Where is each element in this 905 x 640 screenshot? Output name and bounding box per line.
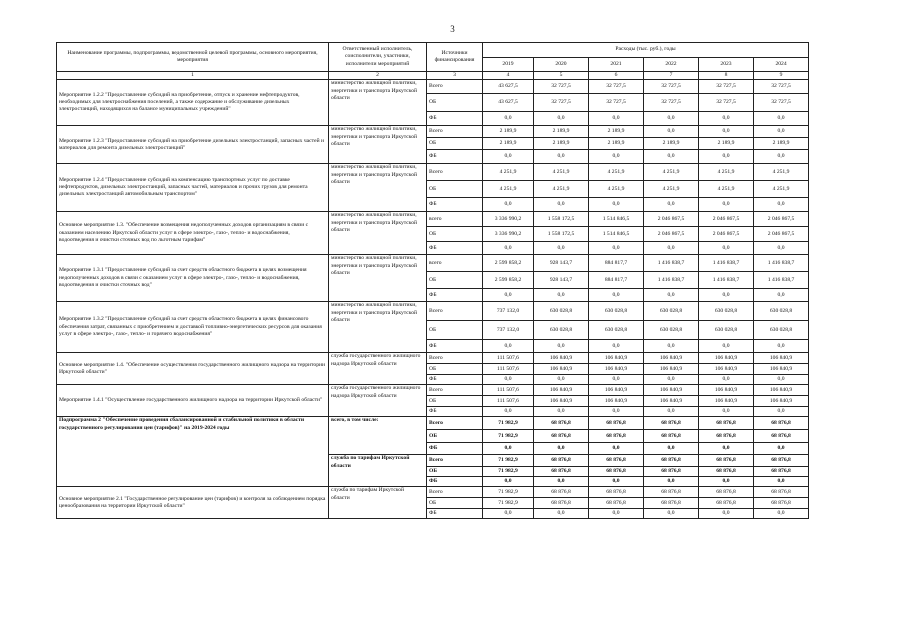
funding-source-cell: ОБ	[427, 498, 483, 509]
amount-cell: 68 876,8	[699, 498, 754, 509]
amount-cell: 0,0	[534, 477, 589, 487]
amount-cell: 68 876,8	[589, 487, 644, 498]
amount-cell: 106 840,9	[754, 385, 809, 396]
index-cell: 6	[589, 72, 644, 80]
amount-cell: 71 982,9	[483, 467, 534, 477]
amount-cell: 0,0	[699, 509, 754, 519]
amount-cell: 0,0	[644, 407, 699, 417]
index-cell: 5	[534, 72, 589, 80]
amount-cell: 0,0	[644, 477, 699, 487]
amount-cell: 1 514 846,5	[589, 212, 644, 227]
amount-cell: 106 840,9	[754, 353, 809, 364]
amount-cell: 0,0	[534, 509, 589, 519]
amount-cell: 0,0	[754, 509, 809, 519]
amount-cell: 630 028,8	[754, 302, 809, 321]
index-cell: 9	[754, 72, 809, 80]
amount-cell: 0,0	[644, 509, 699, 519]
amount-cell: 1 416 838,7	[699, 255, 754, 272]
funding-source-cell: ОБ	[427, 467, 483, 477]
amount-cell: 71 982,9	[483, 487, 534, 498]
amount-cell: 68 876,8	[534, 430, 589, 443]
amount-cell: 68 876,8	[534, 417, 589, 430]
amount-cell: 2 599 858,2	[483, 272, 534, 289]
amount-cell: 2 189,9	[589, 126, 644, 138]
amount-cell: 2 189,9	[644, 138, 699, 150]
table-row	[57, 385, 809, 396]
executor-cell: министерство жилищной политики, энергетики и транспорта Иркутской области	[329, 80, 427, 126]
amount-cell: 0,0	[699, 443, 754, 455]
amount-cell: 0,0	[589, 375, 644, 385]
amount-cell: 1 416 838,7	[644, 272, 699, 289]
amount-cell: 68 876,8	[589, 498, 644, 509]
amount-cell: 1 416 838,7	[754, 272, 809, 289]
amount-cell: 0,0	[589, 198, 644, 212]
index-cell: 4	[483, 72, 534, 80]
header-expenses-cell: Расходы (тыс. руб.), годы	[483, 43, 809, 58]
funding-source-cell: ФБ	[427, 112, 483, 126]
amount-cell: 0,0	[534, 198, 589, 212]
amount-cell: 68 876,8	[644, 487, 699, 498]
amount-cell: 32 727,5	[589, 80, 644, 94]
amount-cell: 0,0	[644, 126, 699, 138]
funding-source-cell: Всего	[427, 164, 483, 181]
amount-cell: 630 028,8	[644, 302, 699, 321]
amount-cell: 737 132,0	[483, 321, 534, 340]
table-row	[57, 487, 809, 498]
amount-cell: 0,0	[483, 509, 534, 519]
executor-cell: служба по тарифам Иркутской области	[329, 487, 427, 519]
amount-cell: 0,0	[589, 242, 644, 255]
amount-cell: 111 507,6	[483, 385, 534, 396]
amount-cell: 3 336 990,2	[483, 212, 534, 227]
amount-cell: 0,0	[589, 477, 644, 487]
amount-cell: 0,0	[754, 242, 809, 255]
funding-source-cell: ФБ	[427, 242, 483, 255]
amount-cell: 4 251,9	[699, 181, 754, 198]
amount-cell: 0,0	[589, 407, 644, 417]
amount-cell: 71 982,9	[483, 498, 534, 509]
amount-cell: 0,0	[699, 477, 754, 487]
amount-cell: 1 416 838,7	[754, 255, 809, 272]
year-cell: 2022	[644, 58, 699, 72]
amount-cell: 32 727,5	[699, 94, 754, 112]
amount-cell: 68 876,8	[644, 455, 699, 467]
amount-cell: 0,0	[644, 150, 699, 164]
header-source-cell: Источники финансирования	[427, 43, 483, 72]
amount-cell: 68 876,8	[754, 417, 809, 430]
amount-cell: 0,0	[483, 477, 534, 487]
amount-cell: 32 727,5	[534, 94, 589, 112]
amount-cell: 2 046 867,5	[699, 212, 754, 227]
amount-cell: 2 189,9	[483, 126, 534, 138]
amount-cell: 0,0	[534, 375, 589, 385]
amount-cell: 2 599 858,2	[483, 255, 534, 272]
year-cell: 2019	[483, 58, 534, 72]
table-row	[57, 164, 809, 181]
amount-cell: 106 840,9	[589, 385, 644, 396]
funding-source-cell: ФБ	[427, 375, 483, 385]
funding-source-cell: ОБ	[427, 430, 483, 443]
amount-cell: 630 028,8	[699, 321, 754, 340]
amount-cell: 884 817,7	[589, 272, 644, 289]
activity-name-cell: Основное мероприятие 1.3. "Обеспечение возмещения недополученных доходов организациям в связи с оказанием населению Иркутской области услуг в сфере электро-, газо-, тепло- и водоснабжения, водоотведения и очистки сточных вод по льготным тарифам"	[57, 212, 329, 255]
amount-cell: 0,0	[589, 340, 644, 353]
amount-cell: 71 982,9	[483, 430, 534, 443]
funding-source-cell: Всего	[427, 417, 483, 430]
table-row	[57, 80, 809, 94]
amount-cell: 0,0	[483, 340, 534, 353]
amount-cell: 0,0	[754, 477, 809, 487]
amount-cell: 68 876,8	[644, 498, 699, 509]
amount-cell: 0,0	[644, 443, 699, 455]
funding-source-cell: ОБ	[427, 321, 483, 340]
amount-cell: 68 876,8	[534, 498, 589, 509]
amount-cell: 0,0	[483, 112, 534, 126]
amount-cell: 0,0	[699, 150, 754, 164]
amount-cell: 630 028,8	[644, 321, 699, 340]
index-cell: 3	[427, 72, 483, 80]
amount-cell: 4 251,9	[589, 164, 644, 181]
executor-cell: служба государственного жилищного надзора Иркутской области	[329, 353, 427, 385]
amount-cell: 68 876,8	[754, 498, 809, 509]
amount-cell: 32 727,5	[754, 94, 809, 112]
amount-cell: 68 876,8	[699, 417, 754, 430]
amount-cell: 2 046 867,5	[644, 212, 699, 227]
page-number: 3	[450, 24, 455, 34]
amount-cell: 68 876,8	[644, 467, 699, 477]
amount-cell: 71 982,9	[483, 455, 534, 467]
amount-cell: 68 876,8	[534, 487, 589, 498]
amount-cell: 106 840,9	[534, 364, 589, 375]
amount-cell: 630 028,8	[699, 302, 754, 321]
amount-cell: 1 416 838,7	[699, 272, 754, 289]
header-name-cell: Наименование программы, подпрограммы, ведомственной целевой программы, основного мероприятия, мероприятия	[57, 43, 329, 72]
amount-cell: 0,0	[534, 289, 589, 302]
header-row	[57, 43, 809, 58]
table-body	[57, 43, 809, 519]
amount-cell: 4 251,9	[699, 164, 754, 181]
amount-cell: 0,0	[589, 112, 644, 126]
column-index-row	[57, 72, 809, 80]
executor-cell: министерство жилищной политики, энергетики и транспорта Иркутской области	[329, 302, 427, 353]
funding-source-cell: Всего	[427, 302, 483, 321]
header-executor-cell: Ответственный исполнитель, соисполнители, участники, исполнители мероприятий	[329, 43, 427, 72]
amount-cell: 0,0	[699, 375, 754, 385]
amount-cell: 32 727,5	[534, 80, 589, 94]
funding-source-cell: ФБ	[427, 477, 483, 487]
amount-cell: 68 876,8	[754, 430, 809, 443]
amount-cell: 4 251,9	[483, 164, 534, 181]
executor-cell: министерство жилищной политики, энергетики и транспорта Иркутской области	[329, 212, 427, 255]
funding-source-cell: всего	[427, 212, 483, 227]
funding-source-cell: ФБ	[427, 198, 483, 212]
index-cell: 8	[699, 72, 754, 80]
amount-cell: 106 840,9	[534, 396, 589, 407]
amount-cell: 0,0	[644, 340, 699, 353]
amount-cell: 106 840,9	[699, 353, 754, 364]
amount-cell: 106 840,9	[644, 353, 699, 364]
funding-source-cell: ОБ	[427, 364, 483, 375]
amount-cell: 0,0	[483, 150, 534, 164]
amount-cell: 1 558 172,5	[534, 227, 589, 242]
amount-cell: 106 840,9	[589, 396, 644, 407]
amount-cell: 111 507,6	[483, 353, 534, 364]
amount-cell: 68 876,8	[589, 455, 644, 467]
amount-cell: 0,0	[483, 198, 534, 212]
amount-cell: 0,0	[483, 242, 534, 255]
amount-cell: 68 876,8	[699, 430, 754, 443]
amount-cell: 928 143,7	[534, 272, 589, 289]
amount-cell: 68 876,8	[644, 430, 699, 443]
funding-source-cell: Всего	[427, 353, 483, 364]
amount-cell: 4 251,9	[589, 181, 644, 198]
table-row	[57, 302, 809, 321]
amount-cell: 106 840,9	[534, 385, 589, 396]
amount-cell: 2 189,9	[699, 138, 754, 150]
year-cell: 2020	[534, 58, 589, 72]
amount-cell: 32 727,5	[644, 94, 699, 112]
amount-cell: 0,0	[699, 289, 754, 302]
amount-cell: 0,0	[754, 289, 809, 302]
amount-cell: 0,0	[754, 375, 809, 385]
amount-cell: 2 046 867,5	[754, 212, 809, 227]
amount-cell: 68 876,8	[699, 467, 754, 477]
amount-cell: 2 189,9	[534, 138, 589, 150]
year-cell: 2021	[589, 58, 644, 72]
executor-cell: всего, в том числе:	[329, 417, 427, 455]
funding-source-cell: ОБ	[427, 181, 483, 198]
amount-cell: 68 876,8	[589, 417, 644, 430]
activity-name-cell: Мероприятие 1.4.1 "Осуществление государственного жилищного надзора на территории Иркутской области"	[57, 385, 329, 417]
amount-cell: 0,0	[589, 289, 644, 302]
amount-cell: 71 982,9	[483, 417, 534, 430]
amount-cell: 884 817,7	[589, 255, 644, 272]
amount-cell: 0,0	[589, 150, 644, 164]
funding-source-cell: ОБ	[427, 396, 483, 407]
amount-cell: 0,0	[699, 126, 754, 138]
funding-source-cell: ФБ	[427, 407, 483, 417]
amount-cell: 106 840,9	[644, 396, 699, 407]
amount-cell: 0,0	[534, 443, 589, 455]
amount-cell: 32 727,5	[754, 80, 809, 94]
amount-cell: 0,0	[644, 242, 699, 255]
amount-cell: 0,0	[644, 112, 699, 126]
amount-cell: 630 028,8	[589, 302, 644, 321]
amount-cell: 68 876,8	[754, 467, 809, 477]
amount-cell: 2 189,9	[589, 138, 644, 150]
amount-cell: 0,0	[699, 198, 754, 212]
amount-cell: 0,0	[699, 242, 754, 255]
amount-cell: 0,0	[534, 242, 589, 255]
amount-cell: 928 143,7	[534, 255, 589, 272]
activity-name-cell: Мероприятие 1.2.4 "Предоставление субсидий на компенсацию транспортных услуг по доставке нефтепродуктов, дизельных электростанций, запасных частей, материалов и прочих грузов для ремонта дизельных электростанций автомобильным транспортом"	[57, 164, 329, 212]
amount-cell: 4 251,9	[534, 164, 589, 181]
amount-cell: 106 840,9	[644, 364, 699, 375]
amount-cell: 106 840,9	[699, 396, 754, 407]
amount-cell: 111 507,6	[483, 396, 534, 407]
amount-cell: 68 876,8	[699, 487, 754, 498]
funding-source-cell: ФБ	[427, 443, 483, 455]
amount-cell: 2 189,9	[483, 138, 534, 150]
activity-name-cell: Мероприятие 1.2.3 "Предоставление субсидий на приобретение дизельных электростанций, запасных частей и материалов для ремонта дизельных электростанций"	[57, 126, 329, 164]
amount-cell: 0,0	[589, 509, 644, 519]
amount-cell: 32 727,5	[699, 80, 754, 94]
amount-cell: 32 727,5	[644, 80, 699, 94]
amount-cell: 0,0	[483, 407, 534, 417]
amount-cell: 2 046 867,5	[699, 227, 754, 242]
amount-cell: 106 840,9	[644, 385, 699, 396]
activity-name-cell: Основное мероприятие 2.1 "Государственное регулирование цен (тарифов) и контроля за соблюдением порядка ценообразования на территории Иркутской области"	[57, 487, 329, 519]
amount-cell: 68 876,8	[644, 417, 699, 430]
funding-source-cell: ОБ	[427, 227, 483, 242]
amount-cell: 0,0	[754, 407, 809, 417]
table-row	[57, 417, 809, 430]
amount-cell: 106 840,9	[534, 353, 589, 364]
amount-cell: 3 336 990,2	[483, 227, 534, 242]
amount-cell: 0,0	[644, 289, 699, 302]
amount-cell: 68 876,8	[699, 455, 754, 467]
amount-cell: 68 876,8	[754, 455, 809, 467]
amount-cell: 0,0	[483, 289, 534, 302]
amount-cell: 4 251,9	[483, 181, 534, 198]
amount-cell: 737 132,0	[483, 302, 534, 321]
amount-cell: 630 028,8	[589, 321, 644, 340]
amount-cell: 0,0	[534, 340, 589, 353]
amount-cell: 1 514 846,5	[589, 227, 644, 242]
amount-cell: 106 840,9	[699, 364, 754, 375]
amount-cell: 2 189,9	[754, 138, 809, 150]
amount-cell: 1 416 838,7	[644, 255, 699, 272]
amount-cell: 2 046 867,5	[754, 227, 809, 242]
amount-cell: 106 840,9	[754, 364, 809, 375]
executor-cell: служба по тарифам Иркутской области	[329, 455, 427, 487]
amount-cell: 0,0	[644, 198, 699, 212]
activity-name-cell: Мероприятие 1.3.2 "Предоставление субсидий за счет средств областного бюджета в целях финансового обеспечения затрат, связанных с приобретением и доставкой топливно-энергетических ресурсов для оказания услуг в сфере электро-, газо-, тепло- и горячего водоснабжения"	[57, 302, 329, 353]
activity-name-cell: Мероприятие 1.2.2 "Предоставление субсидий на приобретение, отпуск и хранение нефтепродуктов, необходимых для электроснабжения поселений, а также содержание и обслуживание дизельных электростанций, находящихся на балансе муниципальных учреждений"	[57, 80, 329, 126]
funding-source-cell: ФБ	[427, 340, 483, 353]
index-cell: 2	[329, 72, 427, 80]
amount-cell: 68 876,8	[534, 467, 589, 477]
amount-cell: 630 028,8	[534, 302, 589, 321]
amount-cell: 0,0	[483, 443, 534, 455]
amount-cell: 4 251,9	[534, 181, 589, 198]
funding-source-cell: всего	[427, 255, 483, 272]
amount-cell: 4 251,9	[754, 181, 809, 198]
funding-source-cell: Всего	[427, 487, 483, 498]
activity-name-cell: Мероприятие 1.3.1 "Предоставление субсидий за счет средств областного бюджета в целях возмещения недополученных доходов в связи с оказанием услуг в сфере электро-, газо-, тепло- и водоснабжения, водоотведения и очистки сточных вод"	[57, 255, 329, 302]
amount-cell: 630 028,8	[754, 321, 809, 340]
funding-source-cell: ОБ	[427, 94, 483, 112]
amount-cell: 68 876,8	[589, 430, 644, 443]
funding-source-cell: ФБ	[427, 509, 483, 519]
amount-cell: 0,0	[754, 443, 809, 455]
amount-cell: 4 251,9	[754, 164, 809, 181]
amount-cell: 106 840,9	[589, 364, 644, 375]
amount-cell: 68 876,8	[589, 467, 644, 477]
amount-cell: 68 876,8	[754, 487, 809, 498]
amount-cell: 0,0	[754, 340, 809, 353]
table-row	[57, 353, 809, 364]
year-cell: 2024	[754, 58, 809, 72]
amount-cell: 111 507,6	[483, 364, 534, 375]
activity-name-cell: Основное мероприятие 1.4. "Обеспечение осуществления государственного жилищного надзора на территории Иркутской области"	[57, 353, 329, 385]
amount-cell: 106 840,9	[699, 385, 754, 396]
amount-cell: 4 251,9	[644, 181, 699, 198]
amount-cell: 630 028,8	[534, 321, 589, 340]
executor-cell: министерство жилищной политики, энергетики и транспорта Иркутской области	[329, 126, 427, 164]
amount-cell: 1 558 172,5	[534, 212, 589, 227]
amount-cell: 106 840,9	[754, 396, 809, 407]
amount-cell: 0,0	[534, 407, 589, 417]
amount-cell: 0,0	[699, 407, 754, 417]
funding-source-cell: ФБ	[427, 150, 483, 164]
executor-cell: служба государственного жилищного надзора Иркутской области	[329, 385, 427, 417]
amount-cell: 43 627,5	[483, 94, 534, 112]
amount-cell: 43 627,5	[483, 80, 534, 94]
budget-table	[56, 42, 809, 519]
amount-cell: 0,0	[699, 340, 754, 353]
year-cell: 2023	[699, 58, 754, 72]
funding-source-cell: ОБ	[427, 138, 483, 150]
amount-cell: 32 727,5	[589, 94, 644, 112]
amount-cell: 0,0	[754, 198, 809, 212]
executor-cell: министерство жилищной политики, энергетики и транспорта Иркутской области	[329, 255, 427, 302]
amount-cell: 0,0	[699, 112, 754, 126]
amount-cell: 2 189,9	[534, 126, 589, 138]
funding-source-cell: ФБ	[427, 289, 483, 302]
funding-source-cell: Всего	[427, 385, 483, 396]
executor-cell: министерство жилищной политики, энергетики и транспорта Иркутской области	[329, 164, 427, 212]
amount-cell: 2 046 867,5	[644, 227, 699, 242]
funding-source-cell: ОБ	[427, 272, 483, 289]
amount-cell: 4 251,9	[644, 164, 699, 181]
funding-source-cell: Всего	[427, 455, 483, 467]
amount-cell: 0,0	[754, 126, 809, 138]
amount-cell: 0,0	[754, 150, 809, 164]
amount-cell: 0,0	[534, 112, 589, 126]
table-row	[57, 255, 809, 272]
funding-source-cell: Всего	[427, 80, 483, 94]
amount-cell: 0,0	[644, 375, 699, 385]
amount-cell: 0,0	[483, 375, 534, 385]
amount-cell: 106 840,9	[589, 353, 644, 364]
amount-cell: 0,0	[754, 112, 809, 126]
amount-cell: 0,0	[589, 443, 644, 455]
amount-cell: 0,0	[534, 150, 589, 164]
funding-source-cell: Всего	[427, 126, 483, 138]
index-cell: 1	[57, 72, 329, 80]
activity-name-cell: Подпрограмма 2 "Обеспечение проведения сбалансированной и стабильной политики в области государственного регулирования цен (тарифов)" на 2019-2024 годы	[57, 417, 329, 487]
index-cell: 7	[644, 72, 699, 80]
table-row	[57, 126, 809, 138]
table-row	[57, 212, 809, 227]
amount-cell: 68 876,8	[534, 455, 589, 467]
